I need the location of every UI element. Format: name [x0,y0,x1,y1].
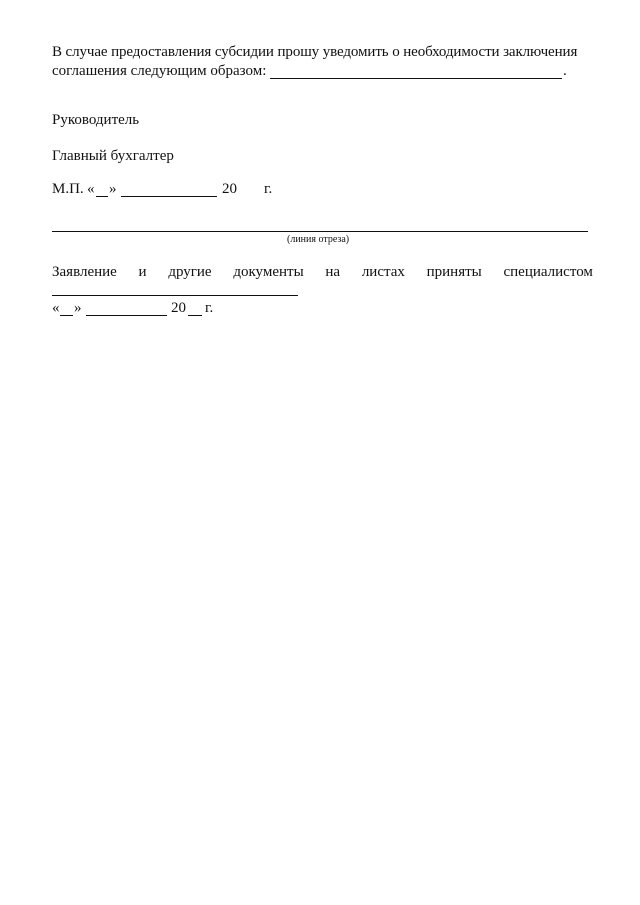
stamp-year: 20 [222,181,237,197]
receipt-word: на [325,264,341,280]
receipt-year: 20 [171,300,186,316]
receipt-month-blank [86,315,167,316]
receipt-quote-close: » [74,300,82,316]
paragraph-line-2 [52,62,266,81]
stamp-quote-open: « [87,181,95,197]
stamp-year-suffix: г. [264,181,273,197]
stamp-month-blank [121,196,217,197]
paragraph-line-2-period: . [563,63,567,79]
cut-line-label: (линия отреза) [287,234,350,245]
stamp-label: М.П. [52,181,84,197]
receipt-word: другие [168,264,212,280]
receipt-year-blank [188,315,202,316]
receipt-year-suffix: г. [205,300,214,316]
stamp-quote-close: » [109,181,117,197]
receipt-word: и [138,264,147,280]
receipt-text [52,263,593,282]
agreement-method-blank [270,78,562,79]
receipt-word: специалистом [503,264,593,280]
chief-accountant-label: Главный бухгалтер [52,148,174,164]
cut-line [52,231,588,232]
receipt-day-blank [60,315,73,316]
paragraph-line-1: В случае предоставления субсидии прошу уведомить о необходимости заключения [52,44,578,60]
receipt-word: приняты [426,264,482,280]
specialist-name-blank [52,295,298,296]
paragraph-line-2-text: соглашения следующим образом: [52,63,267,79]
stamp-day-blank [96,196,108,197]
receipt-word: Заявление [52,264,117,280]
receipt-quote-open: « [52,300,60,316]
receipt-word: документы [233,264,304,280]
receipt-word: листах [361,264,405,280]
head-label: Руководитель [52,112,140,128]
